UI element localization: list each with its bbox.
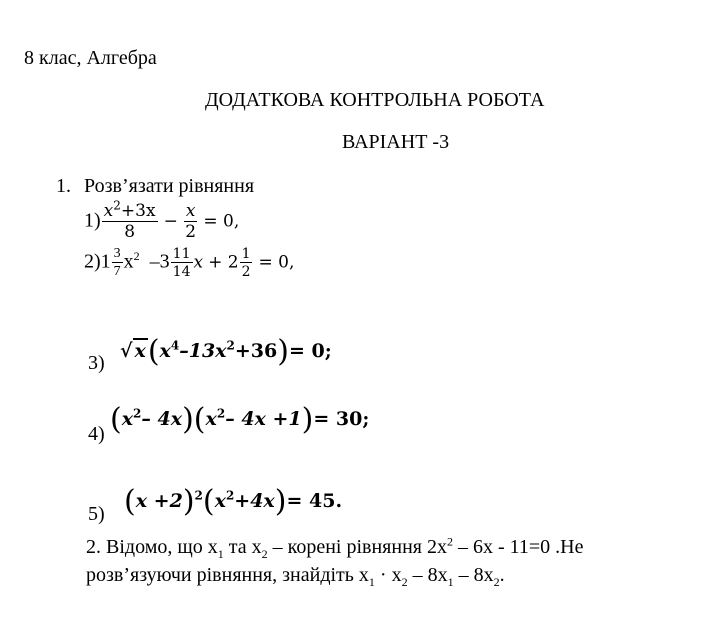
eq4-g1-a-exp: 2 <box>133 406 142 421</box>
equation-5: $(x +2)^2(x^2+4x)= 45$. <box>124 484 343 519</box>
task2-sup-exp: 2 <box>446 534 453 549</box>
task2-text-h: – 8x <box>453 564 494 586</box>
eq1-den2: 2 <box>185 222 197 242</box>
eq3-inner-a-exp: 4 <box>170 338 180 353</box>
task2-text-b: та x <box>223 536 262 558</box>
eq5-tail: = 45. <box>286 490 343 512</box>
eq2-exp1: 2 <box>133 248 140 263</box>
eq2-whole2: –3 <box>149 250 170 273</box>
equation-2-label: 2) <box>84 250 101 273</box>
eq2-fraction-3 <box>240 247 253 279</box>
eq2-fraction-2 <box>171 247 193 279</box>
eq3-sqrt-arg: x <box>134 340 146 362</box>
equation-2 <box>84 247 294 279</box>
eq3-inner-b-exp: 2 <box>226 338 235 353</box>
task1-number: 1. <box>56 175 71 197</box>
equation-4: ($x^2-$ $4x)(x^2-$ 4x +1)= 30; <box>110 402 370 437</box>
eq5-g2-a: x <box>214 490 226 512</box>
task2-text-g: – 8x <box>407 564 448 586</box>
eq1-num-exp: 2 <box>113 198 121 213</box>
equation-1 <box>84 198 240 242</box>
eq3-tail: = 0; <box>288 340 332 362</box>
eq1-minus: − <box>163 211 178 232</box>
eq1-num2: x <box>185 201 196 221</box>
task2-text-f: · x <box>374 564 402 586</box>
eq1-tail: = 0, <box>203 211 240 232</box>
task2-text-c: – корені рівняння 2x <box>267 536 447 558</box>
task2-line2 <box>86 564 505 587</box>
eq2-den1: 7 <box>113 264 121 279</box>
eq2-var1: x <box>123 250 134 273</box>
task2-sub2: 2 <box>261 547 268 561</box>
eq1-num-x: x <box>103 201 114 221</box>
eq2-den3: 2 <box>241 264 251 280</box>
eq3-inner-b: –13x <box>179 340 227 362</box>
eq3-inner-c: +36 <box>234 340 278 362</box>
eq2-num1: 3 <box>113 246 121 261</box>
task2-sub5: 1 <box>447 575 454 589</box>
sqrt-symbol: √ x <box>120 340 146 362</box>
equation-3: √ $x(x^4-13x^2+36)= 0$; <box>120 334 332 369</box>
eq5-g1-exp: 2 <box>194 488 203 503</box>
equation-1-fraction-b <box>184 203 198 241</box>
eq1-den: 8 <box>124 222 136 242</box>
eq2-var2: x <box>193 252 204 273</box>
task2-sub1: 1 <box>217 547 224 561</box>
equation-1-label: 1) <box>84 209 101 232</box>
task2-line1 <box>86 536 584 559</box>
variant-label: ВАРІАНТ -3 <box>342 131 450 153</box>
eq4-g2-a-exp: 2 <box>216 406 226 421</box>
eq4-g1-b: – 4x <box>141 408 183 430</box>
grade-subject: 8 клас, Алгебра <box>24 47 157 69</box>
task2-text-a: 2. Відомо, що x <box>86 536 218 558</box>
task2-sub4: 2 <box>401 575 408 589</box>
eq5-g2-a-exp: 2 <box>225 488 235 503</box>
task2-text-d: – 6x - 11=0 .Не <box>452 536 584 558</box>
eq4-g2-a: x <box>205 408 217 430</box>
equation-5-label: 5) <box>88 503 105 525</box>
task1-text: Розв’язати рівняння <box>84 175 255 197</box>
eq1-num-rest: +3x <box>120 201 156 221</box>
eq4-g2-b: – 4x +1 <box>225 408 302 430</box>
equation-4-label: 4) <box>88 423 105 445</box>
task2-sub3: 1 <box>368 575 375 589</box>
equation-3-label: 3) <box>88 352 105 374</box>
eq4-g1-a: x <box>121 408 134 430</box>
task2-sub6: 2 <box>493 575 500 589</box>
eq2-plus: + 2 <box>208 252 239 273</box>
eq2-tail: = 0, <box>258 252 295 273</box>
task2-text-e: розв’язуючи рівняння, знайдіть x <box>86 564 369 586</box>
eq5-g1: x +2 <box>135 490 183 512</box>
eq2-fraction-1 <box>112 247 123 279</box>
eq2-num3: 1 <box>241 246 251 262</box>
page-title: ДОДАТКОВА КОНТРОЛЬНА РОБОТА <box>205 89 545 111</box>
eq4-tail: = 30; <box>313 408 370 430</box>
eq2-num2: 11 <box>172 246 191 262</box>
eq2-den2: 14 <box>172 264 191 280</box>
task2-text-i: . <box>499 564 505 586</box>
equation-1-fraction-a <box>102 198 158 242</box>
eq3-inner-a: x <box>159 340 171 362</box>
eq5-g2-b: +4x <box>234 490 275 512</box>
eq2-whole1: 1 <box>100 250 111 273</box>
